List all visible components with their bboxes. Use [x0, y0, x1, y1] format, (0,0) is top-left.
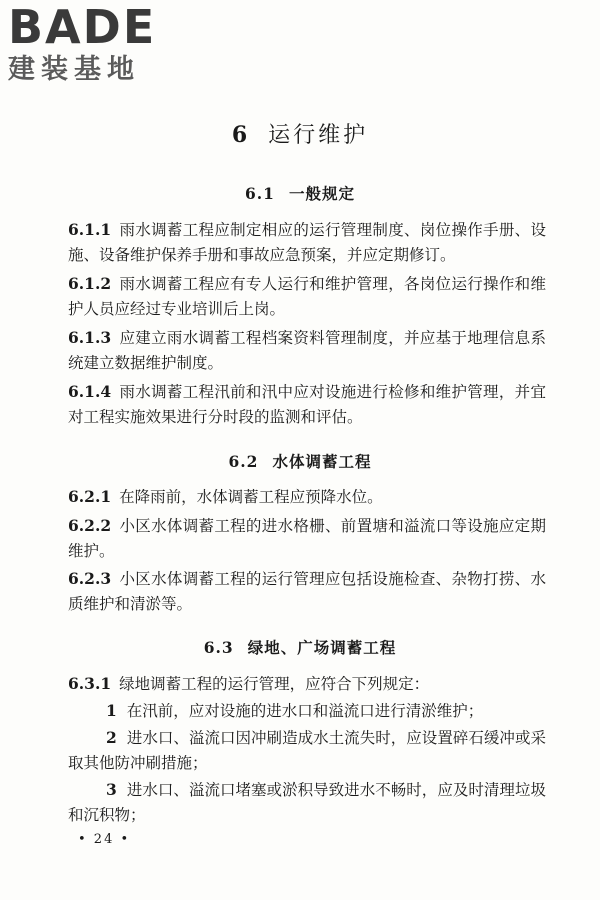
clause-text: 雨水调蓄工程应制定相应的运行管理制度、岗位操作手册、设施、设备维护保养手册和事故应急预案，并应定期修订。	[68, 221, 546, 264]
clause-6-1-2	[68, 271, 546, 322]
clause-6-2-2	[68, 513, 546, 564]
list-item	[68, 698, 546, 724]
section-number: 6.3	[203, 638, 234, 657]
section-number: 6.1	[245, 184, 275, 203]
clause-text: 绿地调蓄工程的运行管理，应符合下列规定：	[119, 675, 430, 693]
clause-6-3-1	[68, 671, 546, 697]
clause-6-1-4	[68, 379, 546, 430]
clause-text: 雨水调蓄工程应有专人运行和维护管理，各岗位运行操作和维护人员应经过专业培训后上岗。	[68, 275, 546, 318]
clause-number: 6.2.2	[68, 516, 112, 535]
section-heading-6-3	[0, 636, 600, 658]
clause-text: 小区水体调蓄工程的进水格栅、前置塘和溢流口等设施应定期维护。	[68, 517, 546, 560]
clause-number: 6.1.3	[68, 328, 112, 347]
item-text: 进水口、溢流口因冲刷造成水土流失时，应设置碎石缓冲或采取其他防冲刷措施；	[68, 729, 546, 772]
clause-6-1-3	[68, 325, 546, 376]
item-text: 进水口、溢流口堵塞或淤积导致进水不畅时，应及时清理垃圾和沉积物；	[68, 781, 546, 824]
clause-6-2-3	[68, 566, 546, 617]
chapter-title: 运行维护	[268, 123, 369, 148]
item-number: 1	[106, 701, 117, 720]
clause-number: 6.2.3	[68, 569, 112, 588]
clause-6-1-1	[68, 217, 546, 268]
list-item	[68, 725, 546, 776]
section-heading-6-2	[0, 450, 600, 472]
page-number: • 24 •	[78, 832, 131, 847]
item-number: 2	[106, 728, 117, 747]
clause-number: 6.3.1	[68, 674, 112, 693]
clause-6-2-1	[68, 484, 546, 510]
clause-number: 6.1.4	[68, 382, 112, 401]
clause-text: 应建立雨水调蓄工程档案资料管理制度，并应基于地理信息系统建立数据维护制度。	[68, 329, 546, 372]
logo-text-en: BADE	[8, 0, 157, 54]
clause-number: 6.1.1	[68, 220, 112, 239]
chapter-heading	[0, 118, 600, 149]
clause-text: 小区水体调蓄工程的运行管理应包括设施检查、杂物打捞、水质维护和清淤等。	[68, 570, 546, 613]
clause-number: 6.1.2	[68, 274, 112, 293]
section-title: 水体调蓄工程	[272, 452, 372, 471]
clause-text: 雨水调蓄工程汛前和汛中应对设施进行检修和维护管理，并宜对工程实施效果进行分时段的监测和评估。	[68, 383, 546, 426]
logo-text-cn: 建装基地	[8, 54, 140, 85]
item-number: 3	[106, 780, 117, 799]
list-item	[68, 777, 546, 828]
item-text: 在汛前，应对设施的进水口和溢流口进行清淤维护；	[126, 702, 484, 720]
section-title: 绿地、广场调蓄工程	[247, 638, 397, 657]
logo	[8, 2, 178, 86]
chapter-number: 6	[231, 122, 251, 148]
clause-number: 6.2.1	[68, 487, 112, 506]
section-heading-6-1	[0, 182, 600, 204]
section-number: 6.2	[228, 452, 259, 471]
clause-text: 在降雨前，水体调蓄工程应预降水位。	[119, 488, 383, 506]
section-title: 一般规定	[288, 184, 355, 203]
